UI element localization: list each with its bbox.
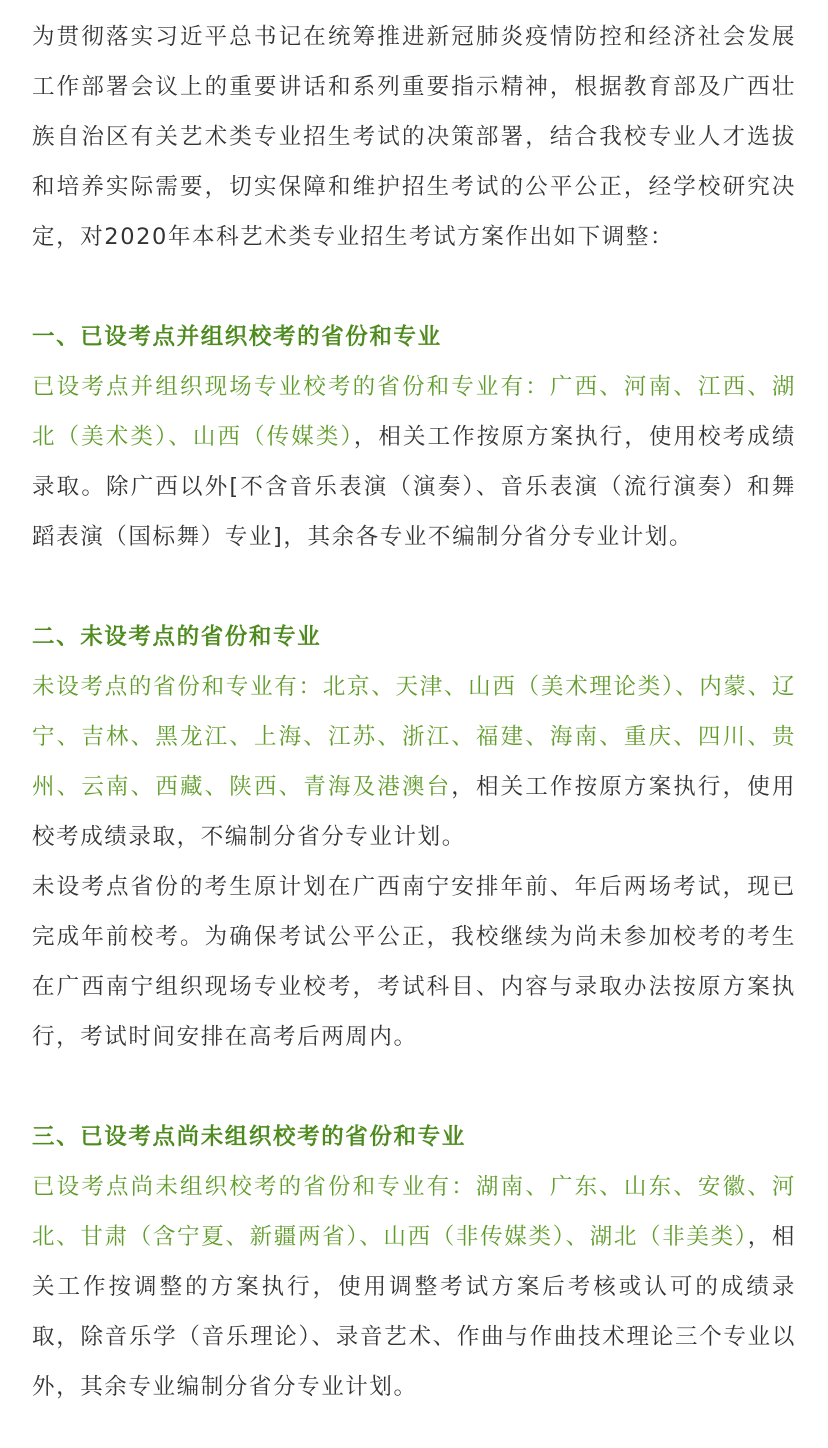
spacer (32, 262, 796, 312)
section-heading: 二、未设考点的省份和专业 (32, 624, 322, 650)
intro-paragraph: 为贯彻落实习近平总书记在统筹推进新冠肺炎疫情防控和经济社会发展工作部署会议上的重要讲话和系列重要指示精神，根据教育部及广西壮族自治区有关艺术类专业招生考试的决策部署，结合我校专业人才选拔和培养实际需要，切实保障和维护招生考试的公平公正，经学校研究决定，对2020年本科艺术类专业招生考试方案作出如下调整： (32, 24, 796, 250)
section-paragraph (32, 662, 796, 862)
section-heading: 一、已设考点并组织校考的省份和专业 (32, 324, 442, 350)
body-text: ，相关工作按原方案执行，使用校考成绩录取，不编制分省分专业计划。 (32, 774, 797, 850)
highlighted-text: 已设考点尚未组织校考的省份和专业有：湖南、广东、山东、安徽、河北、甘肃（含宁夏、新疆两省）、山西（非传媒类）、湖北（非美类） (32, 1174, 796, 1250)
section-3 (32, 1112, 796, 1412)
section-2 (32, 612, 796, 1062)
section-paragraph (32, 362, 796, 562)
highlighted-text: 未设考点的省份和专业有：北京、天津、山西（美术理论类）、内蒙、辽宁、吉林、黑龙江、上海、江苏、浙江、福建、海南、重庆、四川、贵州、云南、西藏、陕西、青海及港澳台 (32, 674, 796, 800)
section-extra-paragraph: 未设考点省份的考生原计划在广西南宁安排年前、年后两场考试，现已完成年前校考。为确保考试公平公正，我校继续为尚未参加校考的考生在广西南宁组织现场专业校考，考试科目、内容与录取办法按原方案执行，考试时间安排在高考后两周内。 (32, 874, 796, 1050)
spacer (32, 562, 796, 612)
body-text: ，相关工作按调整的方案执行，使用调整考试方案后考核或认可的成绩录取，除音乐学（音乐理论）、录音艺术、作曲与作曲技术理论三个专业以外，其余专业编制分省分专业计划。 (32, 1224, 796, 1400)
section-1 (32, 312, 796, 562)
body-text: ，相关工作按原方案执行，使用校考成绩录取。除广西以外[不含音乐表演（演奏）、音乐表演（流行演奏）和舞蹈表演（国标舞）专业]，其余各专业不编制分省分专业计划。 (32, 424, 796, 550)
spacer (32, 1062, 796, 1112)
highlighted-text: 已设考点并组织现场专业校考的省份和专业有：广西、河南、江西、湖北（美术类）、山西（传媒类） (32, 374, 796, 450)
section-heading: 三、已设考点尚未组织校考的省份和专业 (32, 1124, 466, 1150)
section-paragraph (32, 1162, 796, 1412)
